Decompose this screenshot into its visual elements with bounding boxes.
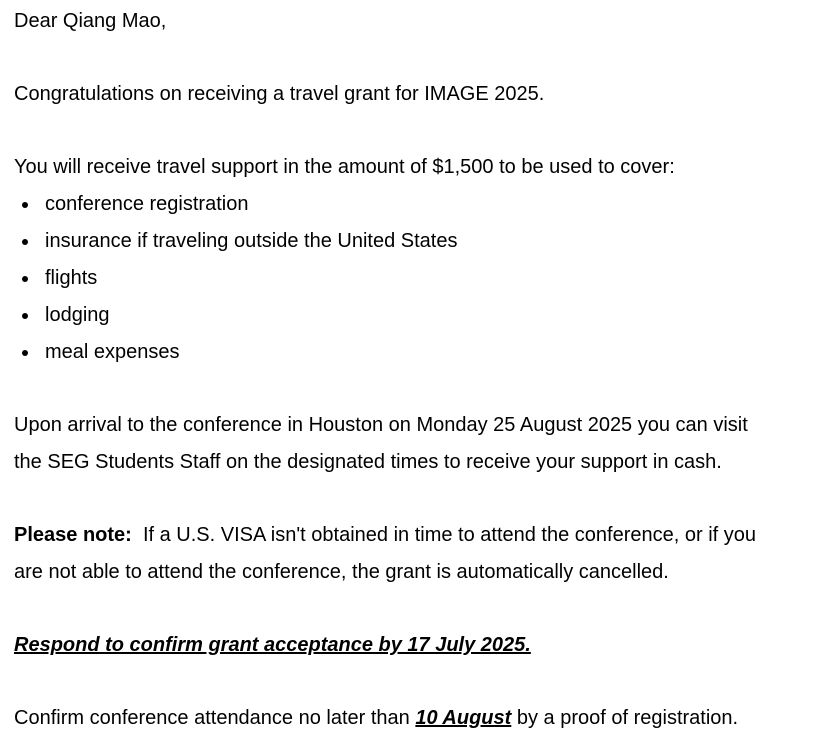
greeting-text: Dear Qiang Mao, — [14, 10, 167, 32]
coverage-item-lodging: • lodging — [40, 297, 764, 334]
coverage-item-insurance: • insurance if traveling outside the United States — [40, 223, 764, 260]
support-intro-paragraph — [14, 149, 764, 186]
confirm-date: 10 August — [415, 707, 512, 729]
confirm-prefix: Confirm conference attendance no later than — [14, 707, 416, 729]
congrats-text: Congratulations on receiving a travel grant for IMAGE 2025. — [14, 83, 545, 105]
congrats-paragraph — [14, 76, 764, 113]
coverage-item-flights: • flights — [40, 260, 764, 297]
confirm-suffix: by a proof of registration. — [511, 707, 739, 729]
confirm-paragraph — [14, 700, 764, 737]
note-paragraph — [14, 517, 764, 591]
respond-deadline-paragraph — [14, 627, 764, 664]
arrival-text: Upon arrival to the conference in Houston on Monday 25 August 2025 you can visit the SEG Students Staff on the designated times to receive your support in cash. — [14, 414, 754, 473]
support-intro-text: You will receive travel support in the amount of $1,500 to be used to cover: — [14, 156, 675, 178]
arrival-paragraph — [14, 407, 764, 481]
note-text: If a U.S. VISA isn't obtained in time to attend the conference, or if you are not able to attend the conference, the grant is automatically cancelled. — [14, 524, 762, 583]
greeting-paragraph — [14, 3, 764, 40]
coverage-item-registration: • conference registration — [40, 186, 764, 223]
coverage-item-meals: • meal expenses — [40, 334, 764, 371]
coverage-list — [14, 186, 764, 371]
note-label: Please note: — [14, 524, 132, 546]
respond-deadline-text: Respond to confirm grant acceptance by 17 July 2025. — [14, 634, 531, 656]
